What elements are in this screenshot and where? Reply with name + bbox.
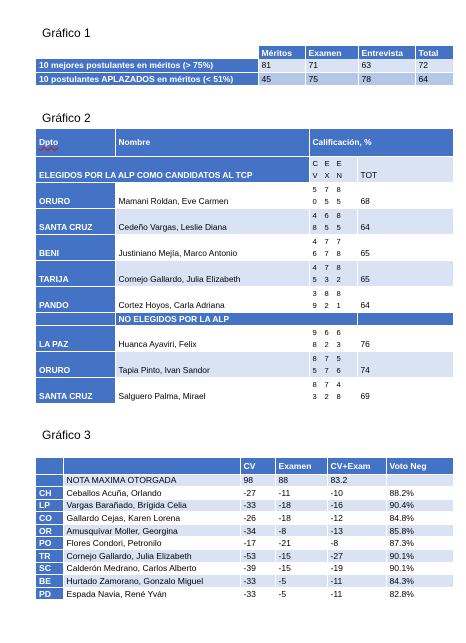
cell-value: 78 (358, 72, 415, 85)
code-cell: OR (36, 524, 63, 537)
header-examen: Examen (275, 458, 327, 474)
section-title-no-elegidos: NO ELEGIDOS POR LA ALP (115, 312, 357, 325)
cell-value: -8 (275, 524, 327, 537)
dpto-cell: BENI (36, 234, 115, 260)
cell-value: -11 (275, 487, 327, 500)
tot-cell: 64 (357, 208, 453, 234)
digits-cell: 3 8 8 9 2 1 (309, 286, 357, 312)
cell-value: -15 (275, 562, 327, 575)
digits-cell: 5 7 8 0 5 5 (309, 182, 357, 208)
code-cell: PD (36, 587, 63, 600)
table-row (36, 487, 453, 500)
code-cell: SC (36, 562, 63, 575)
table-grafico-3 (36, 458, 454, 600)
cell-value: 72 (415, 59, 453, 72)
header-voto-neg: Voto Neg (386, 458, 453, 474)
nombre-cell: Vargas Barañado, Brígida Celia (63, 499, 240, 512)
section-row-no-elegidos (36, 312, 453, 325)
nombre-cell: Amusquívar Moller, Georgina (63, 524, 240, 537)
code-cell: TR (36, 550, 63, 563)
cell-value: 81 (258, 59, 305, 72)
cell-value: 71 (305, 59, 358, 72)
cell-value: 82.8% (386, 587, 453, 600)
cell-value: 90.1% (386, 550, 453, 563)
table-row (36, 512, 453, 525)
digits-cell: 4 6 8 8 5 5 (309, 208, 357, 234)
cell-value: 84.8% (386, 512, 453, 525)
code-cell: LP (36, 499, 63, 512)
cell-value (386, 474, 453, 487)
cell-value: 90.4% (386, 499, 453, 512)
dpto-cell: SANTA CRUZ (36, 377, 115, 403)
dpto-cell: SANTA CRUZ (36, 208, 115, 234)
table-row (36, 72, 453, 85)
header-dpto: Dpto (36, 129, 115, 156)
section-blank-cell (357, 312, 453, 325)
cell-value: -10 (327, 487, 386, 500)
cell-value: -12 (327, 512, 386, 525)
table-grafico-2 (36, 129, 454, 404)
nombre-cell: Calderón Medrano, Carlos Alberto (63, 562, 240, 575)
cell-value: -27 (240, 487, 275, 500)
digits-cell: 8 7 5 5 7 6 (309, 351, 357, 377)
cell-value: -8 (327, 537, 386, 550)
cell-value: -18 (275, 499, 327, 512)
nombre-cell: Cedeño Vargas, Leslie Diana (115, 208, 309, 234)
dpto-cell: LA PAZ (36, 325, 115, 351)
table-header-row (36, 46, 453, 59)
subheader-tot: TOT (357, 156, 453, 182)
header-examen: Examen (305, 46, 358, 59)
cell-value: -17 (240, 537, 275, 550)
nombre-cell: Flores Condori, Petronilo (63, 537, 240, 550)
nombre-cell: Mamani Roldan, Eve Carmen (115, 182, 309, 208)
cell-value: 98 (240, 474, 275, 487)
heading-grafico-1: Gráfico 1 (42, 26, 91, 40)
nombre-cell: Cortez Hoyos, Carla Adriana (115, 286, 309, 312)
dpto-cell: TARIJA (36, 260, 115, 286)
table-row (36, 524, 453, 537)
cell-value: -53 (240, 550, 275, 563)
cell-value: -11 (327, 575, 386, 588)
header-entrevista: Entrevista (358, 46, 415, 59)
header-meritos: Méritos (258, 46, 305, 59)
tot-cell: 64 (357, 286, 453, 312)
cell-value: -13 (327, 524, 386, 537)
header-blank-cell (63, 458, 240, 474)
cell-value: 84.3% (386, 575, 453, 588)
cell-value: 64 (415, 72, 453, 85)
table-row (36, 377, 453, 403)
cell-value: -33 (240, 575, 275, 588)
cell-value: -39 (240, 562, 275, 575)
tot-cell: 76 (357, 325, 453, 351)
subheader-letters: C E E V X N (309, 156, 357, 182)
cell-value: 88 (275, 474, 327, 487)
cell-value: 90.1% (386, 562, 453, 575)
table-row (36, 499, 453, 512)
cell-value: 88.2% (386, 487, 453, 500)
row-label: 10 mejores postulantes en méritos (> 75%) (36, 59, 258, 72)
nombre-cell: Cornejo Gallardo, Julia Elizabeth (63, 550, 240, 563)
table-row (36, 59, 453, 72)
section-blank-cell (36, 312, 115, 325)
cell-value: 63 (358, 59, 415, 72)
table-row (36, 587, 453, 600)
table-row (36, 351, 453, 377)
cell-value: -33 (240, 499, 275, 512)
header-calificacion: Calificación, % (309, 129, 453, 156)
code-cell: PO (36, 537, 63, 550)
table-row-nota-maxima (36, 474, 453, 487)
nombre-cell: Espada Navia, René Yván (63, 587, 240, 600)
nombre-cell: Huanca Ayaviri, Felix (115, 325, 309, 351)
table-row (36, 562, 453, 575)
section-row-elegidos (36, 156, 453, 182)
nombre-cell: Gallardo Cejas, Karen Lorena (63, 512, 240, 525)
cell-value: -15 (275, 550, 327, 563)
tot-cell: 65 (357, 260, 453, 286)
table-row (36, 208, 453, 234)
table-row (36, 260, 453, 286)
table-row (36, 234, 453, 260)
cell-value: -11 (327, 587, 386, 600)
cell-value: 45 (258, 72, 305, 85)
table-row (36, 286, 453, 312)
header-total: Total (415, 46, 453, 59)
cell-value: -33 (240, 587, 275, 600)
digits-cell: 8 7 4 3 2 8 (309, 377, 357, 403)
cell-value: -19 (327, 562, 386, 575)
header-nombre: Nombre (115, 129, 309, 156)
nombre-cell: Tapia Pinto, Ivan Sandor (115, 351, 309, 377)
cell-value: -16 (327, 499, 386, 512)
cell-value: 85.8% (386, 524, 453, 537)
table-header-row (36, 129, 453, 156)
digits-cell: 4 7 7 6 7 8 (309, 234, 357, 260)
header-blank-cell (36, 458, 63, 474)
nombre-cell: Cornejo Gallardo, Julia Elizabeth (115, 260, 309, 286)
cell-value: -27 (327, 550, 386, 563)
header-blank-cell (36, 46, 258, 59)
table-row (36, 182, 453, 208)
nombre-cell: Ceballos Acuña, Orlando (63, 487, 240, 500)
row-label: NOTA MAXIMA OTORGADA (63, 474, 240, 487)
header-cv-exam: CV+Exam (327, 458, 386, 474)
cell-value: 87.3% (386, 537, 453, 550)
dpto-cell: ORURO (36, 351, 115, 377)
nombre-cell: Hurtado Zamorano, Gonzalo Miguel (63, 575, 240, 588)
heading-grafico-2: Gráfico 2 (42, 111, 91, 125)
cell-value: -21 (275, 537, 327, 550)
table-row (36, 325, 453, 351)
table-header-row (36, 458, 453, 474)
header-cv: CV (240, 458, 275, 474)
table-grafico-1 (36, 46, 454, 85)
digits-cell: 4 7 8 5 3 2 (309, 260, 357, 286)
nombre-cell: Salguero Palma, Mirael (115, 377, 309, 403)
table-row (36, 550, 453, 563)
cell-value: 83.2 (327, 474, 386, 487)
nombre-cell: Justiniano Mejía, Marco Antonio (115, 234, 309, 260)
code-cell: BE (36, 575, 63, 588)
table-row (36, 537, 453, 550)
tot-cell: 74 (357, 351, 453, 377)
tot-cell: 68 (357, 182, 453, 208)
row-label: 10 postulantes APLAZADOS en méritos (< 51%) (36, 72, 258, 85)
digits-cell: 9 6 6 8 2 3 (309, 325, 357, 351)
dpto-cell: ORURO (36, 182, 115, 208)
code-cell (36, 474, 63, 487)
cell-value: 75 (305, 72, 358, 85)
heading-grafico-3: Gráfico 3 (42, 428, 91, 442)
cell-value: -34 (240, 524, 275, 537)
dpto-cell: PANDO (36, 286, 115, 312)
code-cell: CH (36, 487, 63, 500)
code-cell: CO (36, 512, 63, 525)
tot-cell: 65 (357, 234, 453, 260)
section-title-elegidos: ELEGIDOS POR LA ALP COMO CANDIDATOS AL TCP (36, 156, 309, 182)
tot-cell: 69 (357, 377, 453, 403)
cell-value: -18 (275, 512, 327, 525)
cell-value: -5 (275, 587, 327, 600)
cell-value: -5 (275, 575, 327, 588)
table-row (36, 575, 453, 588)
cell-value: -26 (240, 512, 275, 525)
